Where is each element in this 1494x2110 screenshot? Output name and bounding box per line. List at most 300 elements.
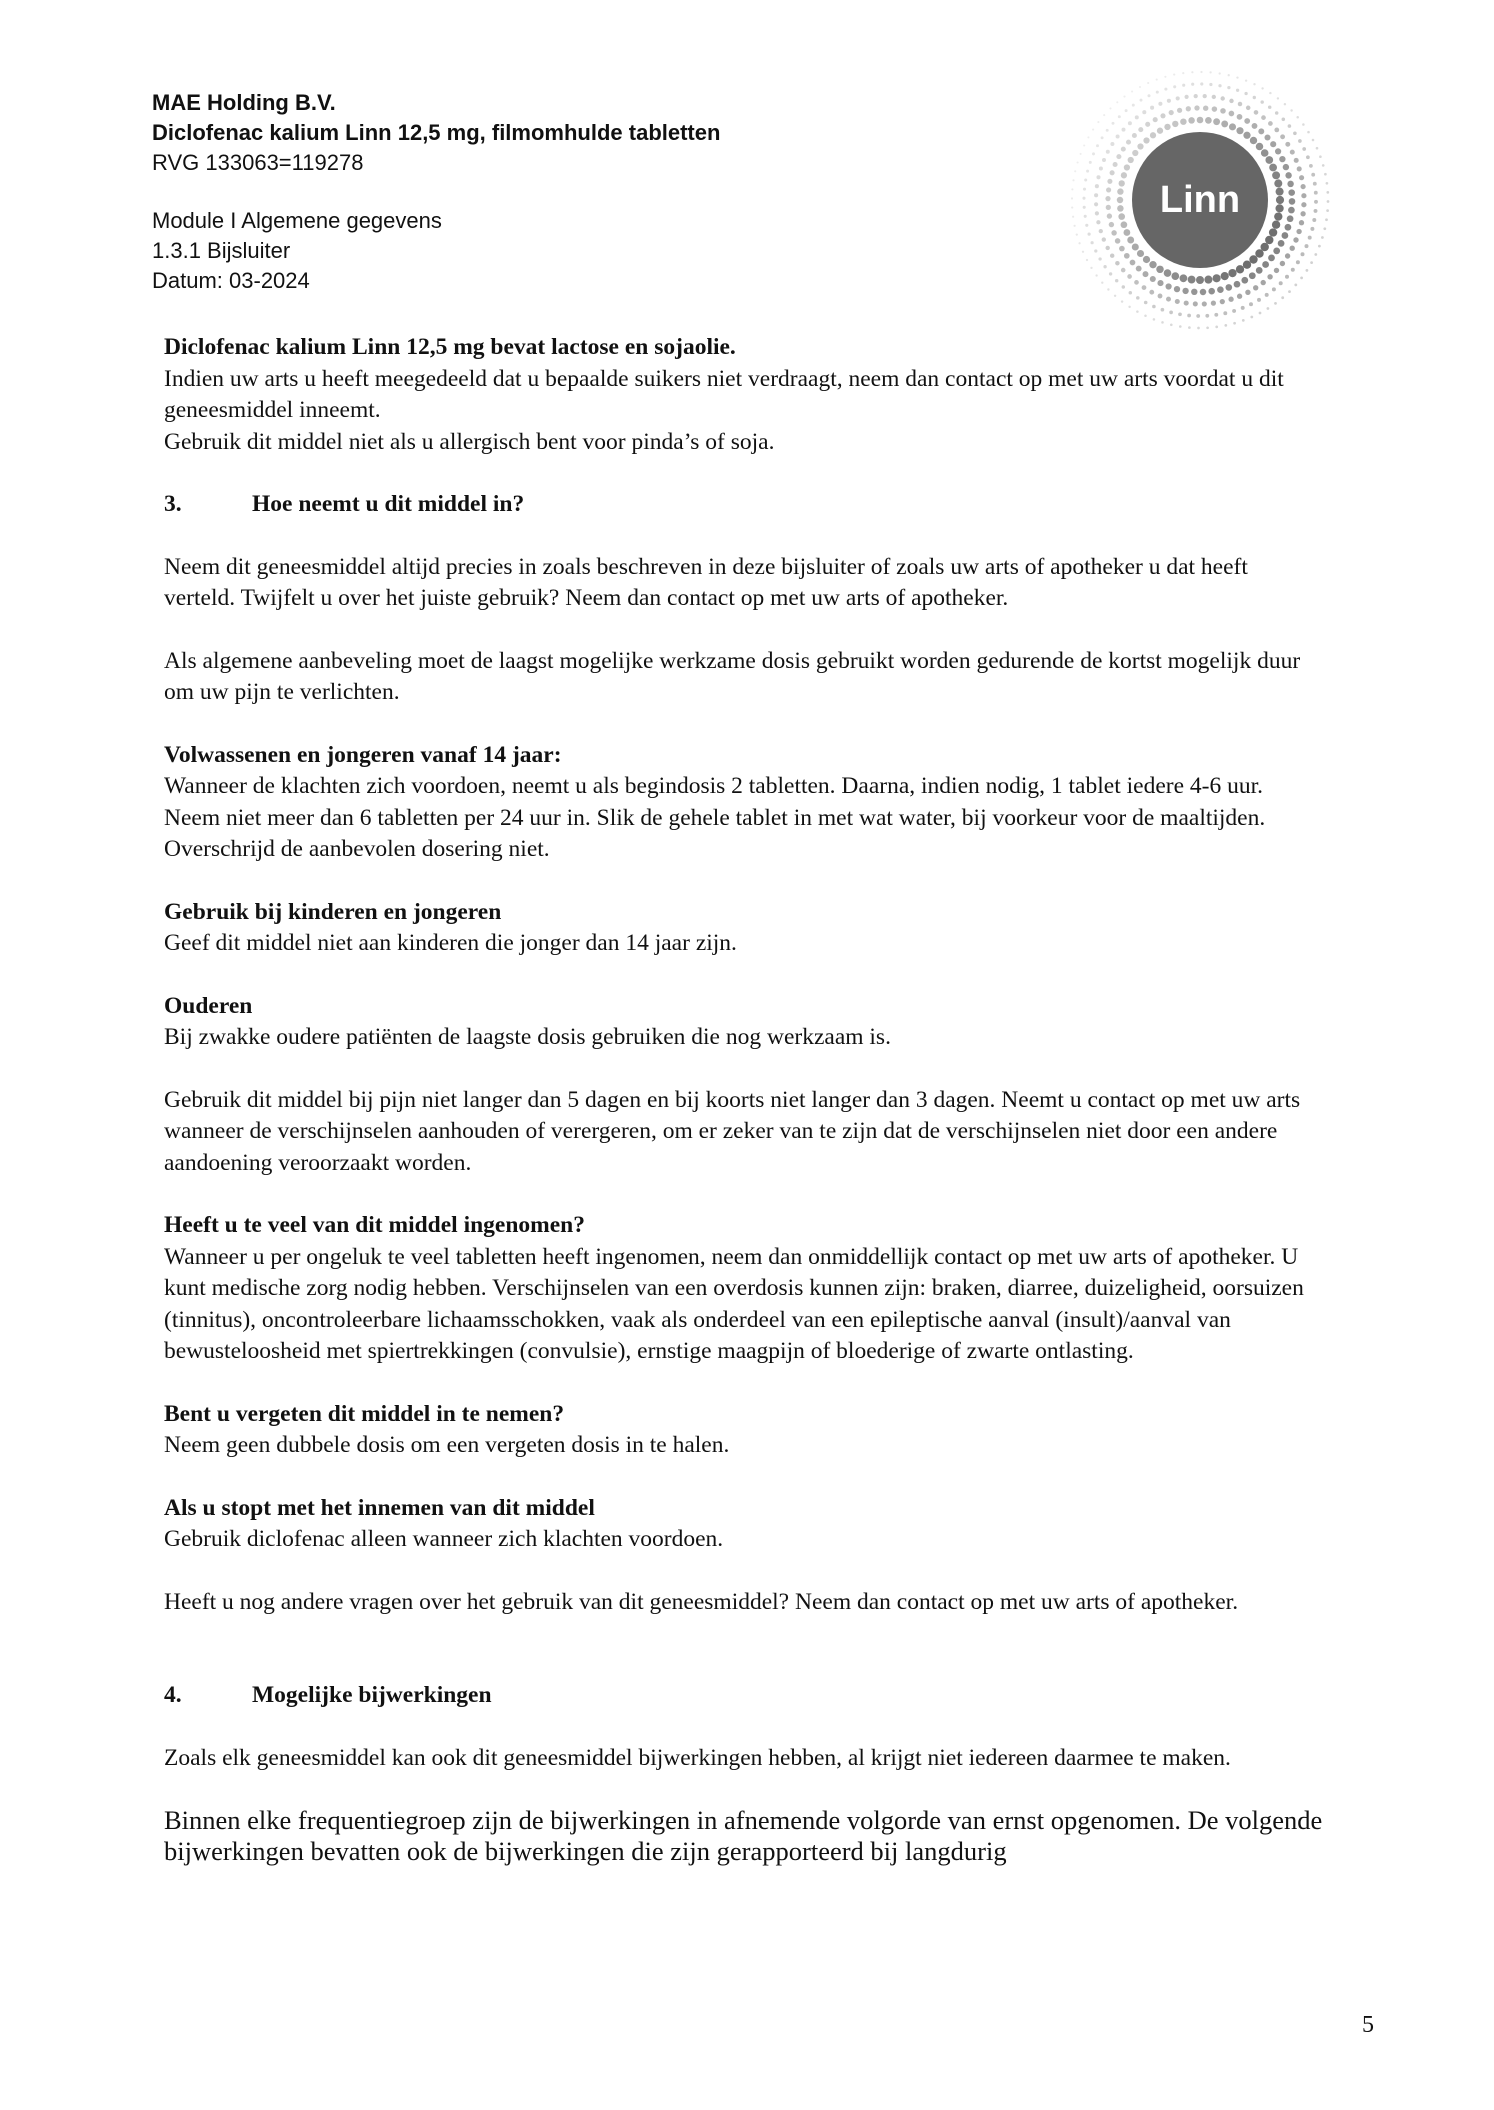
logo-dot — [1301, 202, 1306, 207]
logo-dot — [1138, 127, 1143, 132]
logo-dot — [1131, 90, 1133, 92]
logo-dot — [1106, 205, 1111, 210]
logo-dot — [1281, 296, 1284, 299]
logo-dot — [1213, 118, 1220, 125]
logo-dot — [1215, 326, 1218, 329]
logo-dot — [1205, 314, 1209, 318]
logo-dot — [1217, 286, 1224, 293]
logo-dot — [1244, 118, 1250, 124]
logo-dot — [1227, 86, 1230, 89]
logo-dot — [1087, 136, 1089, 138]
logo-dot — [1288, 207, 1295, 214]
logo-dot — [1278, 240, 1285, 247]
logo-dot — [1136, 296, 1140, 300]
logo-dot — [1172, 121, 1178, 127]
logo-dot — [1274, 179, 1282, 187]
logo-dot — [1200, 289, 1206, 295]
logo-dot — [1269, 228, 1277, 236]
logo-dot — [1164, 88, 1167, 91]
logo-dot — [1276, 196, 1284, 204]
section-3-paragraph-1: Neem dit geneesmiddel altijd precies in zoals beschreven in deze bijsluiter of zoals uw arts of apotheker u dat heeft verteld. Twijfelt u over het juiste gebruik? Neem dan contact op met uw arts of apotheker. — [164, 553, 1248, 611]
logo-dot — [1290, 150, 1295, 155]
logo-dot — [1261, 149, 1269, 157]
logo-dot — [1280, 261, 1285, 266]
logo-dot — [1249, 255, 1257, 263]
logo-dot — [1082, 197, 1085, 200]
overdose-title: Heeft u te veel van dit middel ingenomen? — [164, 1212, 586, 1238]
logo-dot — [1110, 170, 1115, 175]
logo-dot — [1274, 268, 1279, 273]
logo-dot — [1129, 291, 1133, 295]
logo-dot — [1107, 288, 1109, 290]
logo-dot — [1084, 178, 1087, 181]
logo-dot — [1232, 309, 1236, 313]
logo-dot — [1218, 84, 1221, 87]
logo-dot — [1139, 86, 1141, 88]
logo-dot — [1097, 121, 1099, 123]
logo-dot — [1275, 148, 1281, 154]
logo-dot — [1294, 158, 1299, 163]
logo-dot — [1169, 110, 1174, 115]
logo-dot — [1203, 105, 1208, 110]
logo-dot — [1107, 213, 1112, 218]
logo-dot — [1310, 227, 1314, 231]
logo-dot — [1147, 94, 1150, 97]
page-number: 5 — [1362, 2012, 1374, 2038]
logo-dot — [1083, 144, 1085, 146]
logo-dot — [1269, 164, 1277, 172]
logo-dot — [1169, 311, 1173, 315]
logo-dot — [1243, 261, 1251, 269]
logo-dot — [1306, 269, 1309, 272]
logo-dot — [1125, 109, 1128, 112]
logo-dot — [1253, 96, 1256, 99]
logo-dot — [1205, 117, 1212, 124]
logo-dot — [1296, 116, 1299, 119]
logo-dot — [1071, 188, 1073, 190]
logo-dot — [1105, 246, 1109, 250]
logo-dot — [1167, 99, 1171, 103]
logo-dot — [1289, 198, 1296, 205]
logo-dot — [1128, 157, 1134, 163]
logo-dot — [1256, 143, 1263, 150]
logo-dot — [1147, 82, 1149, 84]
logo-dot — [1285, 172, 1291, 178]
logo-dot — [1150, 106, 1154, 110]
logo-dot — [1188, 276, 1196, 284]
logo-dot — [1132, 150, 1138, 156]
logo-dot — [1196, 276, 1204, 284]
logo-dot — [1119, 180, 1125, 186]
logo-dot — [1121, 147, 1126, 152]
logo-dot — [1188, 326, 1191, 329]
logo-dot — [1256, 267, 1263, 274]
elderly-title: Ouderen — [164, 992, 253, 1019]
logo-dot — [1182, 84, 1185, 87]
logo-dot — [1268, 105, 1271, 108]
logo-dot — [1236, 76, 1238, 78]
logo-dot — [1221, 120, 1228, 127]
logo-dot — [1177, 108, 1182, 113]
logo-dot — [1299, 175, 1304, 180]
logo-dot — [1136, 310, 1139, 313]
logo-dot — [1086, 259, 1088, 261]
logo-dot — [1127, 274, 1132, 279]
logo-dot — [1265, 156, 1273, 164]
logo-dot — [1280, 134, 1285, 139]
logo-dot — [1267, 307, 1270, 310]
logo-dot — [1096, 144, 1099, 147]
logo-dot — [1301, 184, 1306, 189]
logo-text: Linn — [1159, 179, 1241, 221]
logo-dot — [1184, 301, 1189, 306]
logo-dot — [1150, 132, 1156, 138]
logo-dot — [1197, 117, 1204, 124]
logo-dot — [1077, 161, 1079, 163]
logo-dot — [1282, 118, 1286, 122]
logo-dot — [1197, 327, 1200, 330]
logo-dot — [1132, 243, 1139, 250]
logo-dot — [1209, 83, 1212, 86]
logo-dot — [1267, 274, 1272, 279]
elderly-text: Bij zwakke oudere patiënten de laagste dosis gebruiken die nog werkzaam is. — [164, 1024, 891, 1050]
intro-paragraph-2: Gebruik dit middel niet als u allergisch bent voor pinda’s of soja. — [164, 428, 775, 455]
logo-dot — [1261, 115, 1266, 120]
logo-dot — [1074, 225, 1076, 227]
logo-dot — [1314, 191, 1318, 195]
logo-dot — [1299, 220, 1304, 225]
logo-dot — [1179, 325, 1182, 328]
logo-dot — [1237, 294, 1242, 299]
logo-dot — [1116, 135, 1120, 139]
logo-dot — [1259, 312, 1262, 315]
logo-dot — [1153, 117, 1158, 122]
logo-dot — [1076, 233, 1078, 235]
logo-dot — [1300, 277, 1303, 280]
logo-dot — [1193, 301, 1198, 306]
logo-dot — [1187, 314, 1191, 318]
logo-dot — [1208, 288, 1215, 295]
logo-dot — [1245, 290, 1250, 295]
logo-dot — [1287, 215, 1294, 222]
linn-logo — [1065, 65, 1335, 335]
logo-dot — [1191, 289, 1197, 295]
logo-dot — [1261, 280, 1266, 285]
logo-dot — [1264, 134, 1270, 140]
logo-dot — [1137, 250, 1144, 257]
logo-dot — [1228, 269, 1236, 277]
logo-dot — [1096, 220, 1100, 224]
logo-dot — [1117, 197, 1123, 203]
logo-dot — [1096, 175, 1100, 179]
logo-dot — [1182, 288, 1188, 294]
logo-dot — [1191, 71, 1193, 73]
logo-dot — [1142, 110, 1146, 114]
logo-dot — [1238, 102, 1243, 107]
logo-dot — [1260, 100, 1263, 103]
logo-dot — [1244, 92, 1247, 95]
logo-dot — [1242, 319, 1245, 322]
logo-dot — [1273, 248, 1280, 255]
logo-dot — [1180, 274, 1188, 282]
logo-dot — [1321, 236, 1324, 239]
logo-dot — [1293, 237, 1298, 242]
logo-dot — [1283, 164, 1289, 170]
logo-dot — [1149, 290, 1154, 295]
logo-dot — [1265, 236, 1273, 244]
product-name: Diclofenac kalium Linn 12,5 mg, filmomhulde tabletten — [152, 120, 721, 145]
logo-dot — [1212, 95, 1216, 99]
logo-dot — [1268, 255, 1275, 262]
logo-dot — [1143, 256, 1150, 263]
logo-dot — [1083, 188, 1086, 191]
logo-dot — [1105, 196, 1110, 201]
logo-dot — [1171, 272, 1179, 280]
logo-dot — [1166, 283, 1172, 289]
logo-dot — [1113, 162, 1118, 167]
logo-dot — [1107, 179, 1112, 184]
logo-dot — [1117, 188, 1123, 194]
logo-dot — [1262, 261, 1269, 268]
logo-dot — [1261, 87, 1263, 89]
logo-dot — [1092, 129, 1094, 131]
logo-dot — [1255, 249, 1263, 257]
logo-dot — [1212, 106, 1217, 111]
logo-dot — [1071, 197, 1073, 199]
section-4-paragraph-1: Zoals elk geneesmiddel kan ook dit geneesmiddel bijwerkingen hebben, al krijgt niet iedereen daarmee te maken. — [164, 1744, 1231, 1771]
questions-text: Heeft u nog andere vragen over het gebruik van dit geneesmiddel? Neem dan contact op met uw arts of apotheker. — [164, 1588, 1239, 1615]
logo-dot — [1116, 154, 1121, 159]
logo-dot — [1296, 229, 1301, 234]
logo-dot — [1319, 155, 1322, 158]
children-text: Geef dit middel niet aan kinderen die jonger dan 14 jaar zijn. — [164, 930, 737, 956]
logo-dot — [1084, 215, 1087, 218]
logo-dot — [1250, 316, 1253, 319]
logo-dot — [1099, 229, 1103, 233]
logo-dot — [1275, 111, 1279, 115]
forgot-text: Neem geen dubbele dosis om een vergeten dosis in te halen. — [164, 1432, 730, 1458]
logo-dot — [1180, 118, 1186, 124]
logo-dot — [1246, 106, 1251, 111]
logo-dot — [1285, 275, 1289, 279]
logo-dot — [1257, 298, 1261, 302]
document-header — [152, 88, 720, 296]
logo-dot — [1285, 253, 1290, 258]
logo-dot — [1245, 79, 1247, 81]
logo-dot — [1276, 188, 1284, 196]
logo-dot — [1121, 172, 1127, 178]
logo-dot — [1229, 123, 1236, 130]
logo-dot — [1250, 137, 1257, 144]
logo-dot — [1127, 237, 1134, 244]
logo-dot — [1291, 268, 1295, 272]
section-3-paragraph-2: Als algemene aanbeveling moet de laagst mogelijke werkzame dosis gebruikt worden gedurende de kortst mogelijk duur om uw pijn te verlichten. — [164, 647, 1301, 705]
logo-dot — [1234, 281, 1241, 288]
logo-dot — [1249, 302, 1253, 306]
logo-dot — [1236, 89, 1239, 92]
logo-dot — [1314, 209, 1318, 213]
logo-dot — [1119, 246, 1125, 252]
logo-dot — [1288, 124, 1292, 128]
logo-dot — [1174, 286, 1180, 292]
logo-dot — [1182, 72, 1184, 74]
logo-dot — [1272, 287, 1276, 291]
logo-dot — [1302, 147, 1306, 151]
children-title: Gebruik bij kinderen en jongeren — [164, 898, 502, 925]
logo-dot — [1175, 299, 1180, 304]
logo-dot — [1164, 269, 1172, 277]
logo-dot — [1326, 209, 1329, 212]
logo-dot — [1143, 271, 1149, 277]
logo-dot — [1253, 83, 1255, 85]
logo-dot — [1285, 142, 1290, 147]
logo-dot — [1072, 216, 1074, 218]
logo-dot — [1274, 212, 1282, 220]
logo-dot — [1313, 182, 1317, 186]
logo-dot — [1214, 313, 1218, 317]
logo-dot — [1082, 251, 1084, 253]
logo-dot — [1109, 222, 1114, 227]
logo-dot — [1285, 224, 1292, 231]
overdose-text: Wanneer u per ongeluk te veel tabletten heeft ingenomen, neem dan onmiddellijk contact op met uw arts of apotheker. U kunt medische zorg nodig hebben. Verschijnselen van een overdosis kunnen zijn: braken, diarree, duizeligheid, oorsuizen (tinnitus), oncontroleerbare lichaamsschokken, vaak als onderdeel van een epileptische aanval (insult)/aanval van bewusteloosheid met spiertrekkingen (convulsie), ernstige maagpijn of bloederige of zwarte ontlasting. — [164, 1243, 1304, 1364]
logo-dot — [1122, 128, 1126, 132]
leaflet-body — [164, 332, 1324, 1867]
logo-dot — [1196, 314, 1200, 318]
logo-dot — [1270, 141, 1276, 147]
logo-dot — [1316, 147, 1319, 150]
logo-dot — [1112, 122, 1115, 125]
logo-dot — [1326, 182, 1329, 185]
section-3-number: 3. — [164, 491, 182, 517]
logo-dot — [1090, 267, 1092, 269]
logo-dot — [1103, 265, 1106, 268]
logo-dot — [1301, 252, 1305, 256]
logo-dot — [1206, 326, 1209, 329]
logo-dot — [1322, 164, 1325, 167]
logo-dot — [1123, 96, 1125, 98]
section-4-title: Mogelijke bijwerkingen — [252, 1682, 492, 1708]
logo-dot — [1229, 111, 1235, 117]
logo-dot — [1124, 229, 1131, 236]
logo-dot — [1282, 232, 1289, 239]
logo-dot — [1327, 200, 1330, 203]
logo-dot — [1136, 266, 1142, 272]
section-4-heading — [164, 1680, 1324, 1712]
logo-dot — [1128, 306, 1130, 308]
logo-dot — [1122, 285, 1125, 288]
logo-dot — [1106, 150, 1110, 154]
logo-dot — [1236, 265, 1244, 273]
logo-dot — [1116, 101, 1118, 103]
logo-dot — [1274, 128, 1279, 133]
logo-dot — [1143, 137, 1149, 143]
logo-dot — [1318, 245, 1321, 248]
logo-dot — [1101, 136, 1104, 139]
logo-dot — [1301, 193, 1306, 198]
logo-dot — [1202, 301, 1207, 306]
logo-dot — [1102, 237, 1106, 241]
logo-dot — [1203, 94, 1207, 98]
logo-dot — [1186, 106, 1191, 111]
logo-dot — [1228, 74, 1230, 76]
logo-dot — [1308, 236, 1312, 240]
date-label: Datum: 03-2024 — [152, 268, 310, 293]
logo-dot — [1135, 115, 1139, 119]
section-3-heading — [164, 489, 1324, 521]
logo-dot — [1126, 140, 1131, 145]
logo-dot — [1164, 76, 1166, 78]
logo-dot — [1324, 173, 1327, 176]
company-name: MAE Holding B.V. — [152, 90, 336, 115]
logo-dot — [1241, 277, 1248, 284]
logo-dot — [1101, 282, 1103, 284]
logo-dot — [1086, 170, 1089, 173]
logo-dot — [1191, 83, 1194, 86]
logo-dot — [1279, 281, 1283, 285]
logo-dot — [1090, 241, 1093, 244]
logo-dot — [1200, 82, 1203, 85]
logo-dot — [1124, 164, 1130, 170]
module-label: Module I Algemene gegevens — [152, 208, 442, 233]
logo-dot — [1157, 280, 1163, 286]
logo-dot — [1298, 139, 1302, 143]
logo-dot — [1156, 91, 1159, 94]
logo-dot — [1156, 266, 1163, 273]
section-label: 1.3.1 Bijsluiter — [152, 238, 291, 263]
logo-dot — [1153, 318, 1156, 321]
logo-dot — [1137, 143, 1143, 149]
logo-dot — [1253, 285, 1258, 290]
logo-dot — [1092, 152, 1095, 155]
logo-dot — [1103, 114, 1105, 116]
logo-dot — [1268, 121, 1273, 126]
logo-dot — [1233, 322, 1236, 325]
logo-dot — [1243, 132, 1250, 139]
logo-dot — [1290, 246, 1295, 251]
logo-dot — [1265, 293, 1269, 297]
logo-dot — [1161, 308, 1165, 312]
logo-dot — [1302, 123, 1305, 126]
logo-dot — [1296, 260, 1300, 264]
logo-dot — [1132, 104, 1135, 107]
logo-dot — [1275, 204, 1283, 212]
logo-dot — [1272, 221, 1280, 229]
logo-dot — [1220, 299, 1225, 304]
logo-dot — [1110, 142, 1114, 146]
logo-dot — [1236, 127, 1243, 134]
section-3-title: Hoe neemt u dit middel in? — [252, 491, 525, 517]
logo-dot — [1312, 218, 1316, 222]
logo-dot — [1121, 268, 1126, 273]
logo-dot — [1109, 107, 1111, 109]
logo-dot — [1121, 300, 1123, 302]
forgot-title: Bent u vergeten dit middel in te nemen? — [164, 1400, 565, 1427]
logo-dot — [1294, 284, 1297, 287]
logo-dot — [1099, 166, 1103, 170]
logo-dot — [1293, 131, 1297, 135]
logo-dot — [1088, 233, 1091, 236]
logo-dot — [1095, 211, 1099, 215]
logo-dot — [1095, 274, 1097, 276]
logo-dot — [1158, 294, 1163, 299]
logo-dot — [1219, 72, 1221, 74]
logo-dot — [1274, 302, 1277, 305]
logo-dot — [1314, 253, 1317, 256]
logo-dot — [1114, 295, 1116, 297]
logo-dot — [1118, 213, 1125, 220]
logo-dot — [1228, 297, 1233, 302]
logo-dot — [1094, 202, 1098, 206]
